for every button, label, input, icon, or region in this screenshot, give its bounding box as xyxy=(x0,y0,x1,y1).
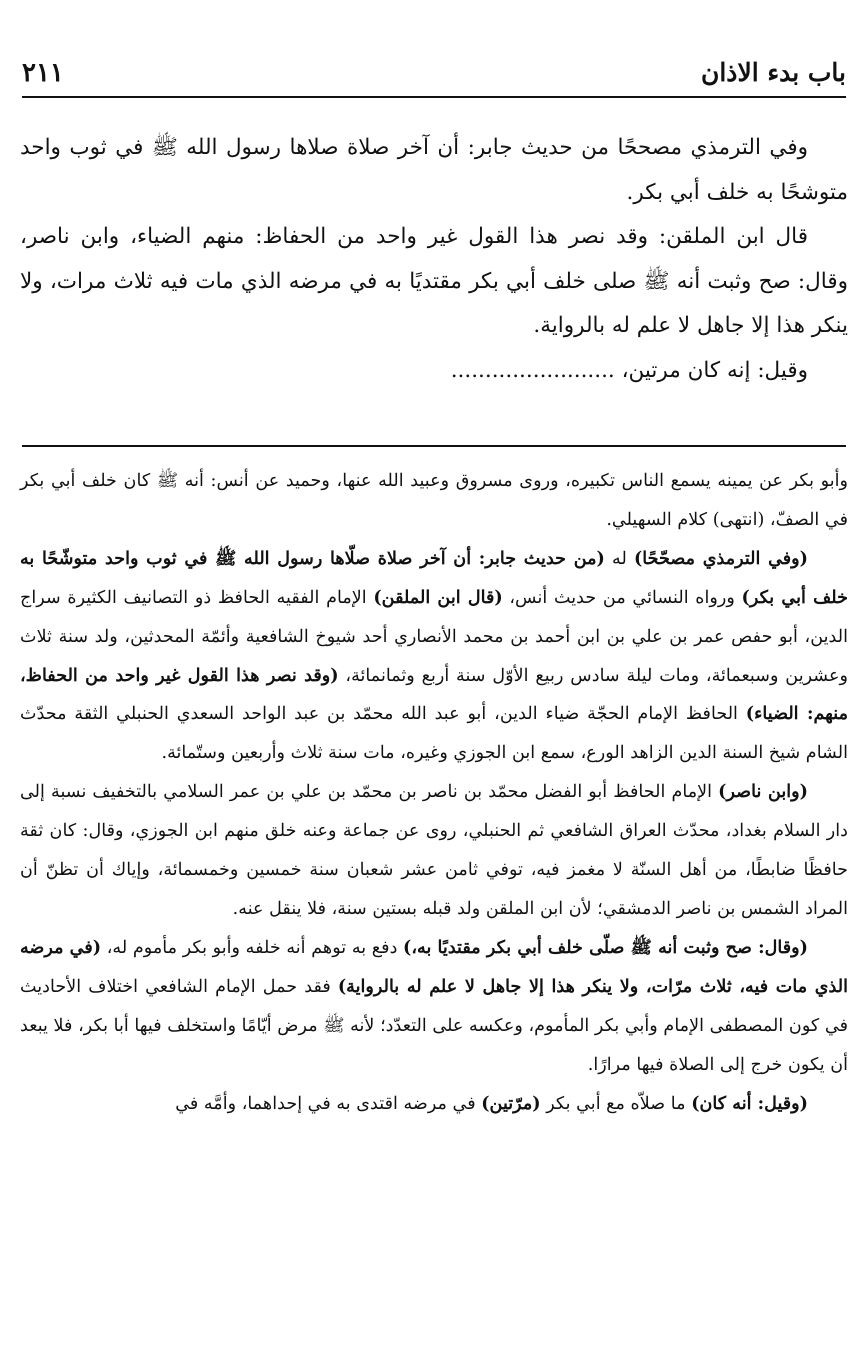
running-title: باب بدء الاذان xyxy=(701,58,846,87)
quoted-text: (وقيل: أنه كان) xyxy=(691,1092,808,1114)
explanation-text: الإمام الفقيه الحافظ ذو التصانيف الكثيرة سراج الدين، أبو حفص عمر بن علي بن ابن أحمد بن محمد الأنصاري أحد شيوخ الشافعية وأئمّة المحدثين، ولد سنة ثلاث وعشرين وسبعمائة، ومات ليلة سادس ربيع الأوّل سنة أربع وثمانمائة، xyxy=(20,587,848,686)
explanation-text: الحافظ الإمام الحجّة ضياء الدين، أبو عبد الله محمّد بن عبد الواحد السعدي الحنبلي الثقة محدّث الشام شيخ السنة الدين الزاهد الورع، سمع ابن الجوزي وغيره، مات سنة ثلاث وأربعين وستّمائة. xyxy=(20,704,848,764)
main-paragraph: قال ابن الملقن: وقد نصر هذا القول غير واحد من الحفاظ: منهم الضياء، وابن ناصر، وقال: صح وثبت أنه ﷺ صلى خلف أبي بكر مقتديًا به في مرضه الذي مات فيه ثلاث مرات، ولا ينكر هذا إلا جاهل لا علم له بالرواية. xyxy=(20,224,848,338)
main-paragraph xyxy=(20,349,848,394)
explanation-text: ما صلاّه مع أبي بكر xyxy=(540,1093,692,1114)
main-text xyxy=(20,126,848,393)
quoted-text: (وفي الترمذي مصحّحًا) xyxy=(633,547,808,569)
commentary-paragraph: وأبو بكر عن يمينه يسمع الناس تكبيره، وروى مسروق وعبيد الله عنها، وحميد عن أنس: أنه ﷺ كان خلف أبي بكر في الصفّ، (انتهى) كلام السهيلي. xyxy=(20,471,848,530)
commentary-paragraph xyxy=(20,540,848,773)
quoted-text: (مرّتين) xyxy=(481,1092,541,1114)
explanation-text: له xyxy=(604,548,634,569)
quoted-text: (وابن ناصر) xyxy=(718,781,808,803)
explanation-text: الإمام الحافظ أبو الفضل محمّد بن ناصر بن محمّد بن علي بن عمر السلامي بالتخفيف نسبة إلى دار السلام بغداد، محدّث العراق الشافعي ثم الحنبلي، روى عن جماعة وعنه خلق منهم ابن الجوزي، وقال: كان ثقة حافظًا ضابطًا، من أهل السنّة لا مغمز فيه، توفي ثامن عشر شعبان سنة خمسين وخمسمائة، وإياك أن تظنّ أن المراد الشمس بن ناصر الدمشقي؛ لأن ابن الملقن ولد قبله بستين سنة، فلا ينقل عنه. xyxy=(20,782,848,919)
page-number: ٢١١ xyxy=(22,58,64,88)
page-header xyxy=(22,56,846,98)
quoted-text: (في مرضه الذي مات فيه، ثلاث مرّات، ولا ينكر هذا إلا جاهل لا علم له بالرواية) xyxy=(20,936,848,997)
ellipsis-dots: ........................ xyxy=(450,357,615,383)
main-paragraph: وفي الترمذي مصححًا من حديث جابر: أن آخر صلاة صلاها رسول الله ﷺ في ثوب واحد متوشحًا به خلف أبي بكر. xyxy=(20,135,848,205)
explanation-text: في مرضه اقتدى به في إحداهما، وأمَّه في xyxy=(175,1093,482,1114)
quoted-text: (وقال: صح وثبت أنه ﷺ صلّى خلف أبي بكر مقتديًا به،) xyxy=(403,936,808,958)
quoted-text: (قال ابن الملقن) xyxy=(373,586,503,608)
explanation-text: ورواه النسائي من حديث أنس، xyxy=(502,587,742,608)
explanation-text: فقد حمل الإمام الشافعي اختلاف الأحاديث في كون المصطفى الإمام وأبي بكر المأموم، وعكسه على التعدّد؛ لأنه ﷺ مرض أيّامًا واستخلف فيها أبا بكر، فلا يبعد أن يكون خرج إلى الصلاة فيها مرارًا. xyxy=(20,976,848,1075)
quoted-text: (من حديث جابر: أن آخر صلاة صلّاها رسول الله ﷺ في ثوب واحد متوشّحًا به خلف أبي بكر) xyxy=(20,547,848,608)
commentary-paragraph xyxy=(20,1085,848,1124)
commentary-paragraph xyxy=(20,929,848,1085)
main-paragraph-text: وقيل: إنه كان مرتين، xyxy=(621,357,808,383)
commentary-paragraph xyxy=(20,773,848,929)
explanation-text: دفع به توهم أنه خلفه وأبو بكر مأموم له، xyxy=(101,937,404,958)
footnote-divider xyxy=(22,445,846,447)
quoted-text: (وقد نصر هذا القول غير واحد من الحفاظ، منهم: الضياء) xyxy=(20,664,848,725)
commentary-text xyxy=(20,462,848,1123)
